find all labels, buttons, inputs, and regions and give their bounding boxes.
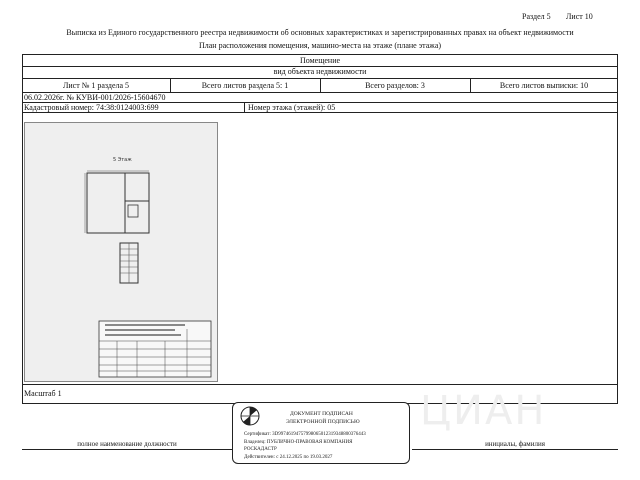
object-type: Помещение <box>299 56 341 65</box>
registry-emblem-icon <box>240 406 260 426</box>
signature-valid: Действителен: с 24.12.2025 по 19.03.2027 <box>244 455 333 460</box>
signature-owner: Владелец: ПУБЛИЧНО-ПРАВОВАЯ КОМПАНИЯ <box>244 440 353 445</box>
object-type-caption: вид объекта недвижимости <box>273 67 367 76</box>
signature-line2: ЭЛЕКТРОННОЙ ПОДПИСЬЮ <box>286 419 360 425</box>
floor-plan-drawing <box>25 123 218 382</box>
signature-line1: ДОКУМЕНТ ПОДПИСАН <box>290 411 353 417</box>
signature-owner2: РОСКАДАСТР <box>244 447 277 452</box>
watermark: ЦИАН <box>420 388 547 434</box>
date-number: 06.02.2026г. № КУВИ-001/2026-15604670 <box>24 93 166 102</box>
sheet-info: Лист № 1 раздела 5 <box>62 81 130 90</box>
position-caption: полное наименование должности <box>77 440 177 448</box>
document-subtitle: План расположения помещения, машино-места на этаже (плане этажа) <box>198 41 442 50</box>
name-caption: инициалы, фамилия <box>485 440 545 448</box>
total-sections: Всего разделов: 3 <box>365 81 425 90</box>
document-title: Выписка из Единого государственного реестра недвижимости об основных характеристиках и зарегистрированных правах на объект недвижимости <box>66 28 574 37</box>
sheet-label: Лист 10 <box>566 12 593 21</box>
floor-number: Номер этажа (этажей): 05 <box>248 103 336 112</box>
signature-cert: Сертификат: 3D99746194757998065012319348800376443 <box>244 432 366 437</box>
total-sheets: Всего листов выписки: 10 <box>499 81 589 90</box>
name-line <box>412 449 618 450</box>
floor-label: 5 Этаж <box>113 157 132 163</box>
section-label: Раздел 5 <box>522 12 551 21</box>
scale-label: Масштаб 1 <box>24 389 62 398</box>
floor-plan-image <box>24 122 218 382</box>
total-sheets-section: Всего листов раздела 5: 1 <box>201 81 289 90</box>
cadastral-number: Кадастровый номер: 74:38:0124003:699 <box>24 103 159 112</box>
position-line <box>22 449 232 450</box>
